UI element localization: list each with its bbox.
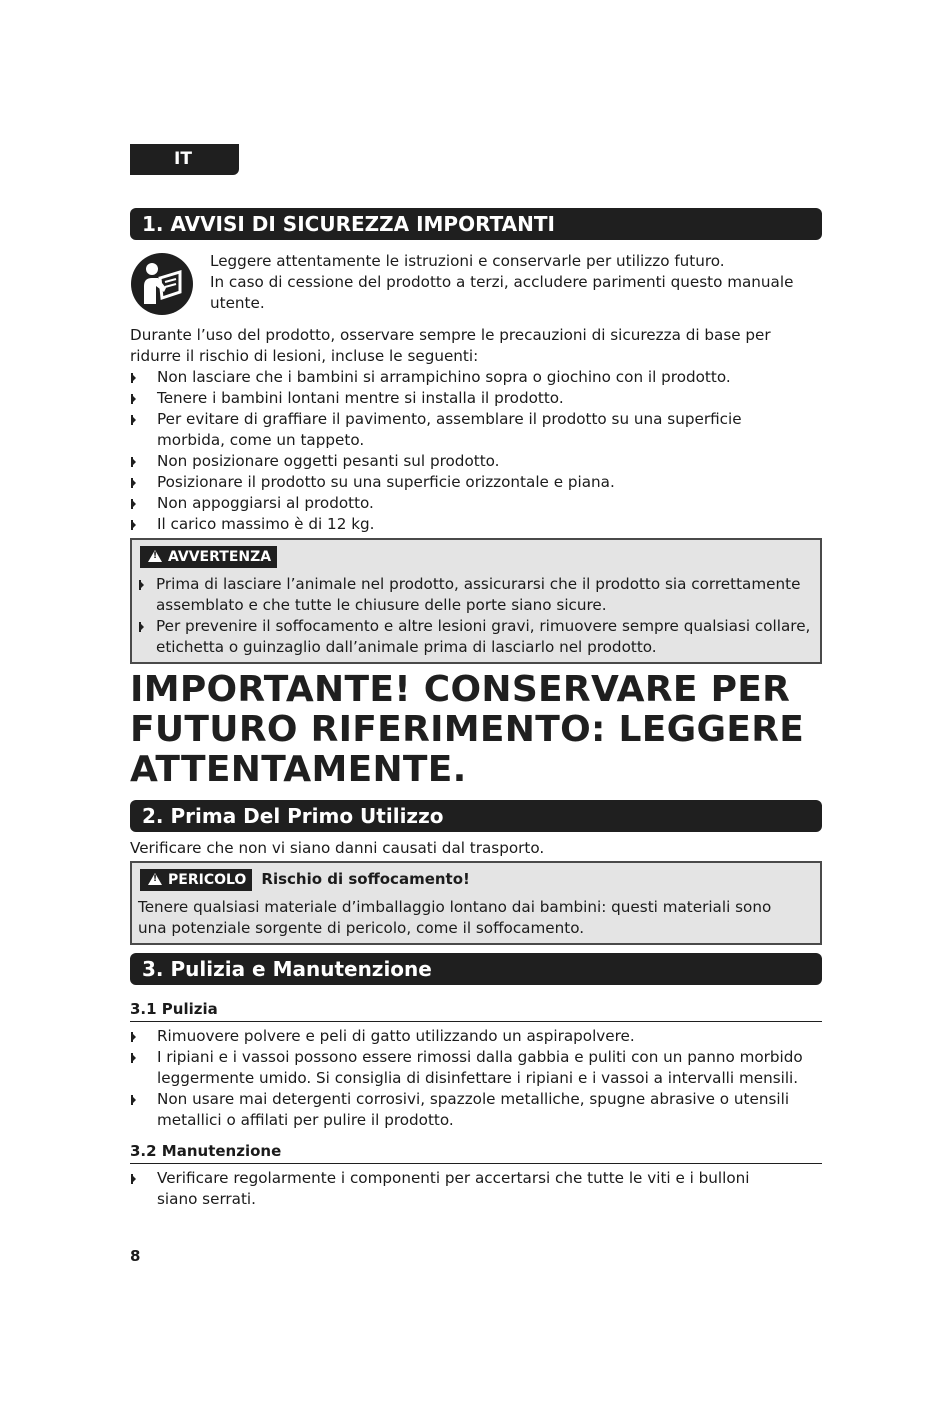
list-item: Non usare mai detergenti corrosivi, spazzole metalliche, spugne abrasive o utensili metallici o affilati per pulire il prodotto.: [130, 1089, 820, 1131]
warning-triangle-icon: [148, 550, 162, 562]
subsection-cleaning-heading: 3.1 Pulizia: [130, 999, 822, 1022]
intro-line-2: In caso di cessione del prodotto a terzi, accludere parimenti questo manuale: [210, 273, 794, 291]
transport-check-text: Verificare che non vi siano danni causati dal trasporto.: [130, 839, 545, 857]
intro-line-3: utente.: [210, 294, 265, 312]
list-item: Prima di lasciare l’animale nel prodotto, assicurarsi che il prodotto sia correttamente assemblato e che tutte le chiusure delle porte siano sicure.: [138, 574, 814, 616]
intro-line-1: Leggere attentamente le istruzioni e conservarle per utilizzo futuro.: [210, 252, 725, 270]
list-item: Tenere i bambini lontani mentre si installa il prodotto.: [130, 388, 770, 409]
warning-label: !AVVERTENZA: [140, 546, 277, 568]
danger-heading: Rischio di soffocamento!: [261, 870, 470, 888]
language-tab: IT: [130, 144, 239, 175]
danger-box: [130, 861, 822, 945]
list-item: Verificare regolarmente i componenti per accertarsi che tutte le viti e i bulloni siano serrati.: [130, 1168, 770, 1210]
maintenance-bullet-list: [130, 1168, 770, 1210]
read-manual-icon: [130, 252, 194, 316]
bullet-triangle-icon: [131, 499, 136, 509]
page-number: 8: [130, 1247, 141, 1265]
section-2-heading: 2. Prima Del Primo Utilizzo: [130, 800, 822, 832]
danger-line-2: una potenziale sorgente di pericolo, come il soffocamento.: [138, 919, 585, 937]
danger-label: !PERICOLO: [140, 869, 252, 891]
list-item: Non lasciare che i bambini si arrampichino sopra o giochino con il prodotto.: [130, 367, 770, 388]
subsection-maintenance-heading: 3.2 Manutenzione: [130, 1141, 822, 1164]
list-item: Per evitare di graffiare il pavimento, assemblare il prodotto su una superficie morbida, come un tappeto.: [130, 409, 770, 451]
danger-line-1: Tenere qualsiasi materiale d’imballaggio lontano dai bambini: questi materiali sono: [138, 898, 772, 916]
bullet-triangle-icon: [131, 1053, 136, 1063]
bullet-triangle-icon: [139, 580, 144, 590]
list-item: Per prevenire il soffocamento e altre lesioni gravi, rimuovere sempre qualsiasi collare, etichetta o guinzaglio dall’animale prima di lasciarlo nel prodotto.: [138, 616, 814, 658]
list-item: Non posizionare oggetti pesanti sul prodotto.: [130, 451, 770, 472]
bullet-triangle-icon: [131, 1174, 136, 1184]
bullet-triangle-icon: [131, 373, 136, 383]
list-item: Non appoggiarsi al prodotto.: [130, 493, 770, 514]
section-1-heading: 1. AVVISI DI SICUREZZA IMPORTANTI: [130, 208, 822, 240]
warning-triangle-icon: [148, 873, 162, 885]
bullet-triangle-icon: [139, 622, 144, 632]
cleaning-bullet-list: [130, 1026, 820, 1131]
list-item: Il carico massimo è di 12 kg.: [130, 514, 770, 535]
bullet-triangle-icon: [131, 394, 136, 404]
precaution-line-1: Durante l’uso del prodotto, osservare sempre le precauzioni di sicurezza di base per: [130, 326, 771, 344]
bullet-triangle-icon: [131, 520, 136, 530]
list-item: I ripiani e i vassoi possono essere rimossi dalla gabbia e puliti con un panno morbido leggermente umido. Si consiglia di disinfettare i ripiani e i vassoi a intervalli mensili.: [130, 1047, 820, 1089]
warning-box: [130, 538, 822, 664]
important-notice-heading: IMPORTANTE! CONSERVARE PER FUTURO RIFERIMENTO: LEGGERE ATTENTAMENTE.: [130, 669, 805, 790]
section-3-heading: 3. Pulizia e Manutenzione: [130, 953, 822, 985]
bullet-triangle-icon: [131, 457, 136, 467]
bullet-triangle-icon: [131, 415, 136, 425]
precaution-line-2: ridurre il rischio di lesioni, incluse le seguenti:: [130, 347, 479, 365]
warning-bullet-list: [138, 574, 814, 658]
list-item: Posizionare il prodotto su una superficie orizzontale e piana.: [130, 472, 770, 493]
bullet-triangle-icon: [131, 1095, 136, 1105]
bullet-triangle-icon: [131, 478, 136, 488]
list-item: Rimuovere polvere e peli di gatto utilizzando un aspirapolvere.: [130, 1026, 820, 1047]
bullet-triangle-icon: [131, 1032, 136, 1042]
safety-bullet-list: [130, 367, 770, 535]
